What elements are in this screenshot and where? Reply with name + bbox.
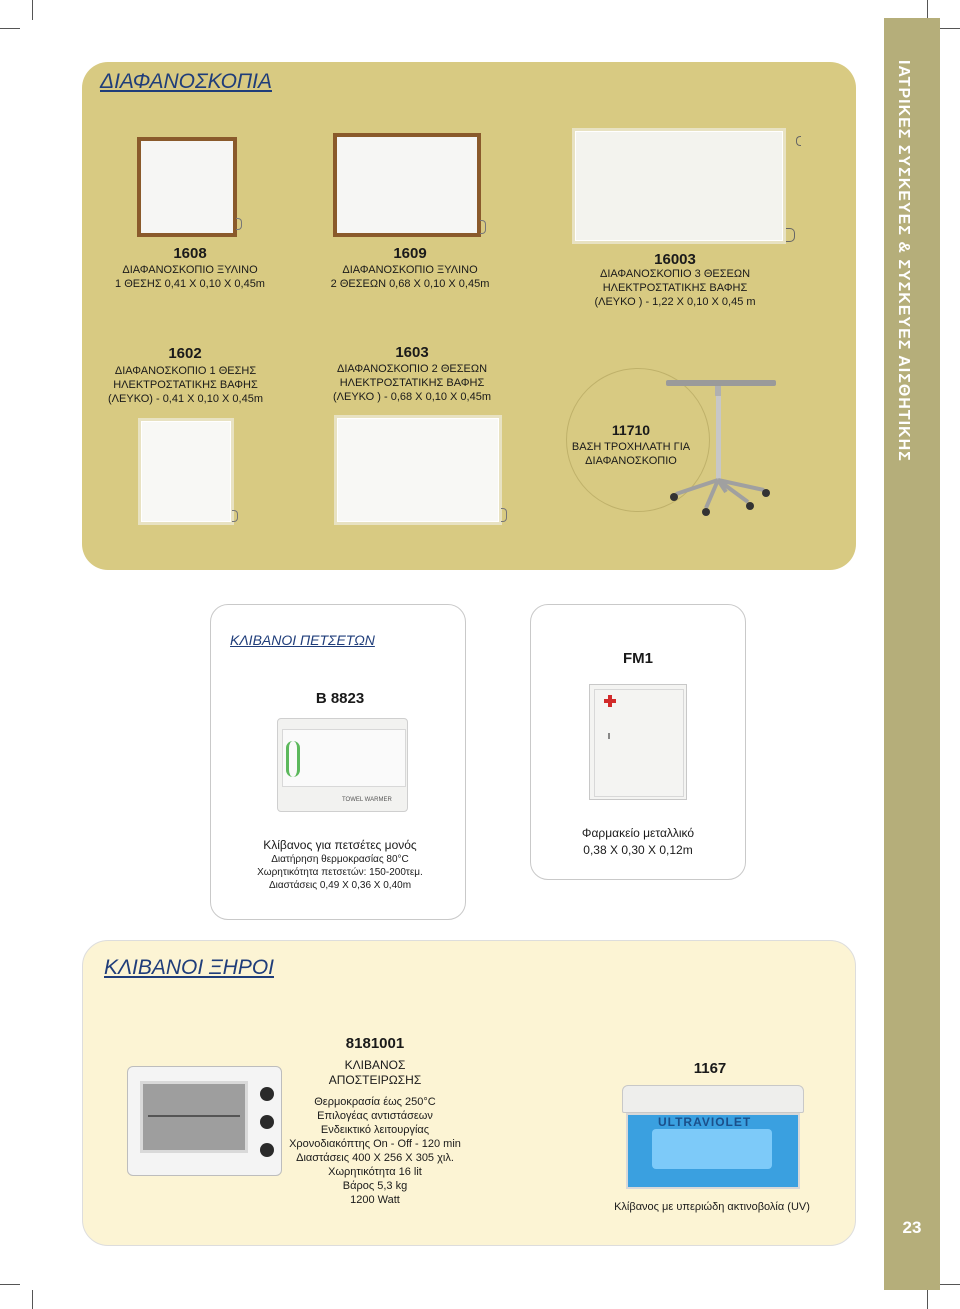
- cabinet-name: Φαρμακείο μεταλλικό: [581, 826, 695, 840]
- product-code-1608: 1608: [173, 245, 207, 262]
- oven-spec: Ενδεικτικό λειτουργίας: [320, 1124, 430, 1136]
- product-desc-1602-line3: (ΛΕΥΚΟ) - 0,41 Χ 0,10 Χ 0,45m: [108, 393, 263, 405]
- oven-window: [140, 1081, 248, 1153]
- uv-oven-name: Κλίβανος με υπεριώδη ακτινοβολία (UV): [614, 1201, 810, 1213]
- product-code-1602: 1602: [168, 345, 202, 362]
- product-desc-1609-line2: 2 ΘΕΣΕΩΝ 0,68 Χ 0,10 Χ 0,45m: [330, 278, 490, 290]
- uv-oven-label: ULTRAVIOLET: [658, 1115, 752, 1129]
- oven-spec: Διαστάσεις 400 Χ 256 Χ 305 χιλ.: [296, 1152, 454, 1164]
- product-desc-1603-line1: ΔΙΑΦΑΝΟΣΚΟΠΙΟ 2 ΘΕΣΕΩΝ: [336, 363, 488, 375]
- viewer-1603-image: [334, 415, 502, 525]
- cord-icon: [501, 508, 507, 522]
- crop-mark: [927, 1290, 928, 1309]
- product-desc-1603-line2: ΗΛΕΚΤΡΟΣΤΑΤΙΚΗΣ ΒΑΦΗΣ: [339, 377, 485, 389]
- uv-oven-glow: [652, 1129, 772, 1169]
- towel-warmer-label: TOWEL WARMER: [342, 797, 392, 803]
- product-desc-1609-line1: ΔΙΑΦΑΝΟΣΚΟΠΙΟ ΞΥΛΙΝΟ: [342, 264, 478, 276]
- towel-warmer-spec: Διατήρηση θερμοκρασίας 80°C: [271, 854, 409, 865]
- section-title: ΔΙΑΦΑΝΟΣΚΟΠΙΑ: [100, 70, 272, 93]
- uv-oven-lid: [622, 1085, 804, 1113]
- product-desc-11710-line2: ΔΙΑΦΑΝΟΣΚΟΠΙΟ: [585, 455, 677, 467]
- product-code-8181001: 8181001: [345, 1035, 405, 1052]
- towel-warmer-handle: [286, 741, 300, 777]
- product-desc-16003-line1: ΔΙΑΦΑΝΟΣΚΟΠΙΟ 3 ΘΕΣΕΩΝ: [599, 268, 751, 280]
- product-desc-1602-line2: ΗΛΕΚΤΡΟΣΤΑΤΙΚΗΣ ΒΑΦΗΣ: [113, 379, 258, 391]
- crop-mark: [32, 0, 33, 20]
- product-code-1603: 1603: [395, 344, 429, 361]
- product-code-1167: 1167: [693, 1060, 727, 1077]
- crop-mark: [0, 1284, 20, 1285]
- viewer-1602-image: [138, 418, 234, 525]
- product-desc-1608-line2: 1 ΘΕΣΗΣ 0,41 Χ 0,10 Χ 0,45m: [115, 278, 265, 290]
- towel-warmer-spec: Διαστάσεις 0,49 Χ 0,36 Χ 0,40m: [268, 880, 412, 891]
- product-desc-11710-line1: ΒΑΣΗ ΤΡΟΧΗΛΑΤΗ ΓΙΑ: [571, 441, 691, 453]
- cord-icon: [232, 510, 238, 522]
- cabinet-dims: 0,38 Χ 0,30 Χ 0,12m: [583, 843, 693, 857]
- uv-oven-image: [622, 1085, 804, 1191]
- oven-spec: Χωρητικότητα 16 lit: [328, 1166, 422, 1178]
- oven-spec: Χρονοδιακόπτης On - Off - 120 min: [289, 1138, 461, 1150]
- crop-mark: [32, 1290, 33, 1309]
- bracket-icon: [796, 136, 801, 146]
- product-code-fm1: FM1: [623, 650, 653, 667]
- cord-icon: [236, 218, 242, 230]
- category-side-strip: [884, 18, 940, 1290]
- product-desc-1608-line1: ΔΙΑΦΑΝΟΣΚΟΠΙΟ ΞΥΛΙΝΟ: [122, 264, 258, 276]
- crop-mark: [940, 28, 960, 29]
- towel-warmer-image: [277, 718, 408, 812]
- product-desc-1602-line1: ΔΙΑΦΑΝΟΣΚΟΠΙΟ 1 ΘΕΣΗΣ: [114, 365, 257, 377]
- oven-spec: Επιλογέας αντιστάσεων: [317, 1110, 433, 1122]
- towel-warmer-title: ΚΛΙΒΑΝΟΙ ΠΕΤΣΕΤΩΝ: [230, 632, 375, 648]
- crop-mark: [940, 1284, 960, 1285]
- product-code-b8823: B 8823: [315, 690, 365, 707]
- product-desc-1603-line3: (ΛΕΥΚΟ ) - 0,68 Χ 0,10 Χ 0,45m: [332, 391, 492, 403]
- product-code-11710: 11710: [611, 422, 651, 438]
- product-code-1609: 1609: [393, 245, 427, 262]
- cabinet-lock: [608, 733, 610, 739]
- cord-icon: [786, 228, 795, 242]
- dry-ovens-title: ΚΛΙΒΑΝΟΙ ΞΗΡΟΙ: [104, 956, 274, 979]
- oven-spec: Βάρος 5,3 kg: [342, 1180, 408, 1192]
- oven-spec: 1200 Watt: [350, 1194, 400, 1206]
- towel-warmer-door: [282, 729, 406, 787]
- oven-spec: Θερμοκρασία έως 250°C: [314, 1096, 436, 1108]
- oven-name-line1: ΚΛΙΒΑΝΟΣ: [344, 1058, 406, 1072]
- cord-icon: [480, 220, 486, 234]
- cabinet-image: [589, 684, 687, 800]
- viewer-1609-image: [333, 133, 481, 237]
- crop-mark: [927, 0, 928, 20]
- towel-warmer-spec: Χωρητικότητα πετσετών: 150-200τεμ.: [257, 867, 423, 878]
- oven-rack: [148, 1115, 240, 1117]
- crop-mark: [0, 28, 20, 29]
- viewer-1608-image: [137, 137, 237, 237]
- page-number: 23: [902, 1218, 922, 1237]
- towel-warmer-name: Κλίβανος για πετσέτες μονός: [263, 838, 417, 852]
- oven-image: [127, 1066, 282, 1176]
- oven-name-line2: ΑΠΟΣΤΕΙΡΩΣΗΣ: [328, 1073, 422, 1087]
- product-desc-16003-line3: (ΛΕΥΚΟ ) - 1,22 Χ 0,10 Χ 0,45 m: [594, 296, 756, 308]
- red-cross-icon-vertical: [608, 695, 612, 707]
- product-code-16003: 16003: [654, 251, 696, 268]
- product-desc-16003-line2: ΗΛΕΚΤΡΟΣΤΑΤΙΚΗΣ ΒΑΦΗΣ: [602, 282, 748, 294]
- viewer-16003-image: [572, 128, 786, 244]
